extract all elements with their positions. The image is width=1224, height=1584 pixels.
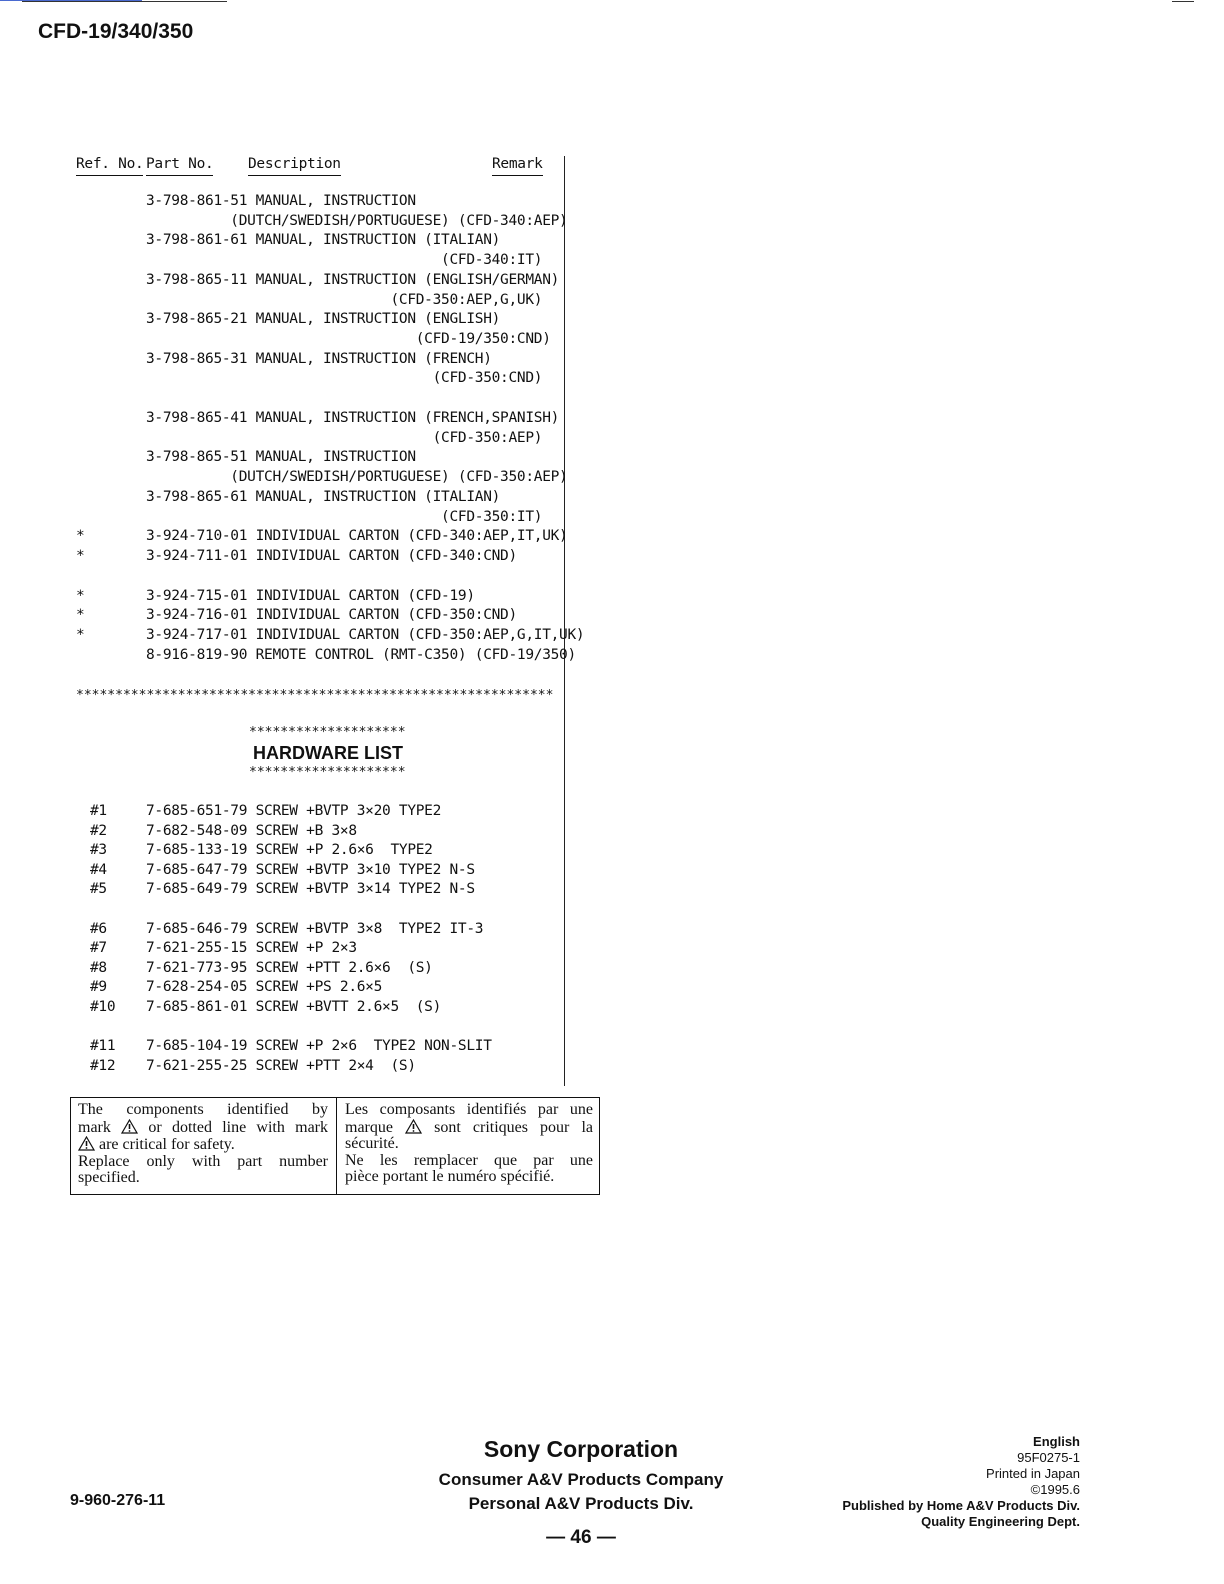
part-description: 3-798-865-31 MANUAL, INSTRUCTION (FRENCH): [146, 350, 492, 367]
publication-code: 95F0275-1: [1017, 1450, 1080, 1465]
part-description: 3-798-865-41 MANUAL, INSTRUCTION (FRENCH,SPANISH): [146, 410, 560, 426]
hardware-ref: #2: [90, 822, 107, 839]
part-description: 3-924-716-01 INDIVIDUAL CARTON (CFD-350:CND): [146, 607, 517, 624]
product-division: Personal A&V Products Div.: [468, 1494, 694, 1513]
part-description: 3-798-861-51 MANUAL, INSTRUCTION: [146, 193, 416, 209]
part-remark: (CFD-350:CND): [146, 370, 543, 387]
safety-notice-box: [70, 1097, 600, 1195]
safety-fr-line: sécurité.: [345, 1135, 399, 1152]
hardware-ref: #6: [90, 920, 107, 937]
hardware-stars-top: ********************: [249, 725, 406, 740]
part-description: 3-798-865-11 MANUAL, INSTRUCTION (ENGLISH/GERMAN): [146, 271, 560, 288]
hardware-stars-bottom: ********************: [249, 765, 406, 780]
safety-fr-line: Ne les remplacer que par une: [345, 1151, 593, 1169]
part-description: 3-924-715-01 INDIVIDUAL CARTON (CFD-19): [146, 587, 475, 604]
hardware-ref: #9: [90, 979, 107, 996]
published-by: Published by Home A&V Products Div.: [842, 1498, 1080, 1513]
part-description: 3-924-710-01 INDIVIDUAL CARTON (CFD-340:AEP,IT,UK): [146, 528, 568, 545]
printed-in: Printed in Japan: [986, 1466, 1080, 1481]
hardware-ref: #5: [90, 881, 107, 898]
hardware-description: 7-685-861-01 SCREW +BVTT 2.6×5 (S): [146, 999, 442, 1015]
hardware-description: 7-685-647-79 SCREW +BVTP 3×10 TYPE2 N-S: [146, 861, 475, 878]
hardware-ref: #11: [90, 1038, 116, 1055]
hardware-description: 7-685-104-19 SCREW +P 2×6 TYPE2 NON-SLIT: [146, 1038, 492, 1055]
part-description: 3-798-865-51 MANUAL, INSTRUCTION: [146, 449, 416, 466]
hardware-ref: #10: [90, 999, 116, 1015]
hardware-ref: #8: [90, 959, 107, 976]
safety-fr-line: Les composants identifiés par une: [345, 1101, 593, 1118]
ref-marker: *: [76, 547, 85, 564]
hardware-ref: #12: [90, 1057, 116, 1074]
part-remark: (CFD-19/350:CND): [146, 330, 551, 347]
part-remark: (CFD-350:AEP): [146, 429, 543, 446]
hardware-description: 7-628-254-05 SCREW +PS 2.6×5: [146, 979, 383, 996]
part-remark: (CFD-350:IT): [146, 508, 543, 525]
separator-stars: *************************************************************: [76, 688, 554, 703]
top-rule-right: [1172, 1, 1194, 2]
safety-notice-english: [78, 1102, 328, 1187]
safety-notice-french: [345, 1102, 593, 1186]
hardware-description: 7-621-255-15 SCREW +P 2×3: [146, 940, 357, 957]
safety-fr-line: marque sont critiques pour la: [345, 1118, 594, 1136]
hardware-description: 7-685-651-79 SCREW +BVTP 3×20 TYPE2: [146, 803, 442, 819]
publication-info: [842, 1434, 1080, 1530]
warning-triangle-icon: [405, 1119, 422, 1134]
company-division: Consumer A&V Products Company: [438, 1470, 724, 1489]
part-description: 3-924-717-01 INDIVIDUAL CARTON (CFD-350:AEP,G,IT,UK): [146, 627, 585, 643]
part-description: 3-798-861-61 MANUAL, INSTRUCTION (ITALIAN): [146, 232, 501, 249]
department: Quality Engineering Dept.: [921, 1514, 1080, 1529]
hardware-description: 7-621-773-95 SCREW +PTT 2.6×6 (S): [146, 959, 433, 976]
warning-triangle-icon: [78, 1136, 95, 1151]
part-remark: (DUTCH/SWEDISH/PORTUGUESE) (CFD-350:AEP): [146, 469, 568, 486]
hardware-ref: #3: [90, 842, 107, 859]
hardware-description: 7-621-255-25 SCREW +PTT 2×4 (S): [146, 1057, 416, 1074]
language-label: English: [1033, 1434, 1080, 1449]
ref-marker: *: [76, 627, 85, 643]
hardware-description: 7-685-646-79 SCREW +BVTP 3×8 TYPE2 IT-3: [146, 920, 484, 937]
model-title: CFD-19/340/350: [38, 20, 194, 43]
top-rule-left: [22, 1, 227, 2]
part-description: 3-798-865-21 MANUAL, INSTRUCTION (ENGLISH): [146, 311, 501, 328]
col-header-ref: Ref. No.: [76, 156, 143, 172]
part-remark: (CFD-340:IT): [146, 252, 543, 269]
col-header-part: Part No.: [146, 156, 213, 172]
hardware-list-title: HARDWARE LIST: [253, 743, 403, 763]
ref-marker: *: [76, 607, 85, 624]
hardware-description: 7-685-649-79 SCREW +BVTP 3×14 TYPE2 N-S: [146, 881, 475, 898]
col-header-description: Description: [248, 156, 341, 172]
part-remark: (CFD-350:AEP,G,UK): [146, 291, 543, 308]
warning-triangle-icon: [121, 1119, 138, 1134]
table-right-border: [564, 156, 565, 1086]
part-description: 8-916-819-90 REMOTE CONTROL (RMT-C350) (CFD-19/350): [146, 646, 576, 663]
part-description: 3-924-711-01 INDIVIDUAL CARTON (CFD-340:CND): [146, 547, 517, 564]
safety-fr-line: pièce portant le numéro spécifié.: [345, 1168, 555, 1185]
ref-marker: *: [76, 528, 85, 545]
safety-en-line: specified.: [78, 1169, 140, 1186]
part-remark: (DUTCH/SWEDISH/PORTUGUESE) (CFD-340:AEP): [146, 212, 568, 229]
copyright: ©1995.6: [1030, 1482, 1080, 1497]
hardware-ref: #7: [90, 940, 107, 957]
safety-en-line: Replace only with part number: [78, 1152, 328, 1170]
col-header-remark: Remark: [492, 156, 543, 172]
safety-en-line: are critical for safety.: [78, 1136, 328, 1154]
hardware-description: 7-685-133-19 SCREW +P 2.6×6 TYPE2: [146, 842, 433, 859]
safety-en-line: The components identified by: [78, 1101, 328, 1118]
page-number: — 46 —: [546, 1527, 616, 1548]
document-code: 9-960-276-11: [70, 1492, 166, 1509]
ref-marker: *: [76, 587, 85, 604]
part-description: 3-798-865-61 MANUAL, INSTRUCTION (ITALIAN): [146, 488, 501, 505]
safety-divider: [336, 1098, 337, 1194]
safety-en-line: mark or dotted line with mark: [78, 1118, 328, 1136]
hardware-description: 7-682-548-09 SCREW +B 3×8: [146, 822, 357, 839]
hardware-ref: #1: [90, 803, 107, 819]
company-name: Sony Corporation: [483, 1436, 679, 1462]
hardware-ref: #4: [90, 861, 107, 878]
